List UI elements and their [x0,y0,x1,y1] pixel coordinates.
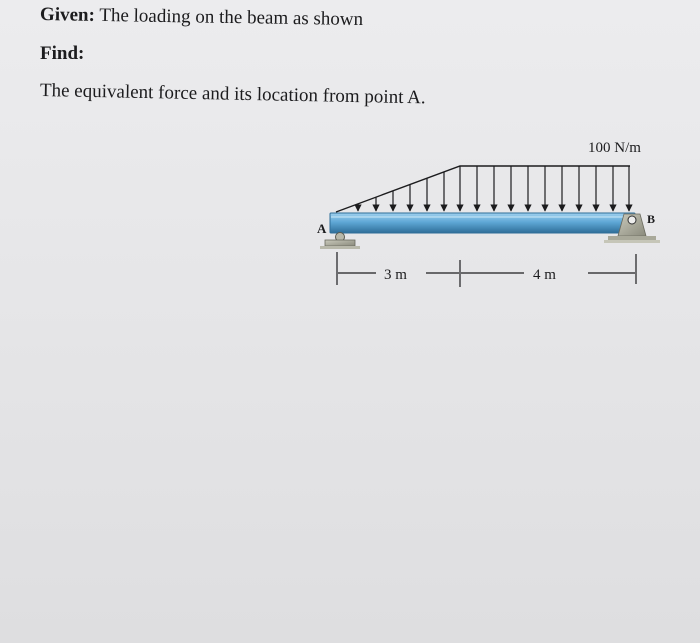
load-label: 100 N/m [588,140,641,156]
task-text: The equivalent force and its location from point A. [39,80,426,109]
find-label: Find: [40,43,85,64]
given-label: Given: [39,4,96,26]
beam [330,213,635,233]
label-b: B [647,212,656,226]
dimension-lines [337,252,636,287]
label-a: A [317,221,327,236]
load-outline [336,166,630,212]
dim-label-left: 3 m [384,267,407,283]
distributed-load [336,166,630,212]
given-text: The loading on the beam as shown [99,4,364,31]
dim-label-right: 4 m [533,267,556,283]
